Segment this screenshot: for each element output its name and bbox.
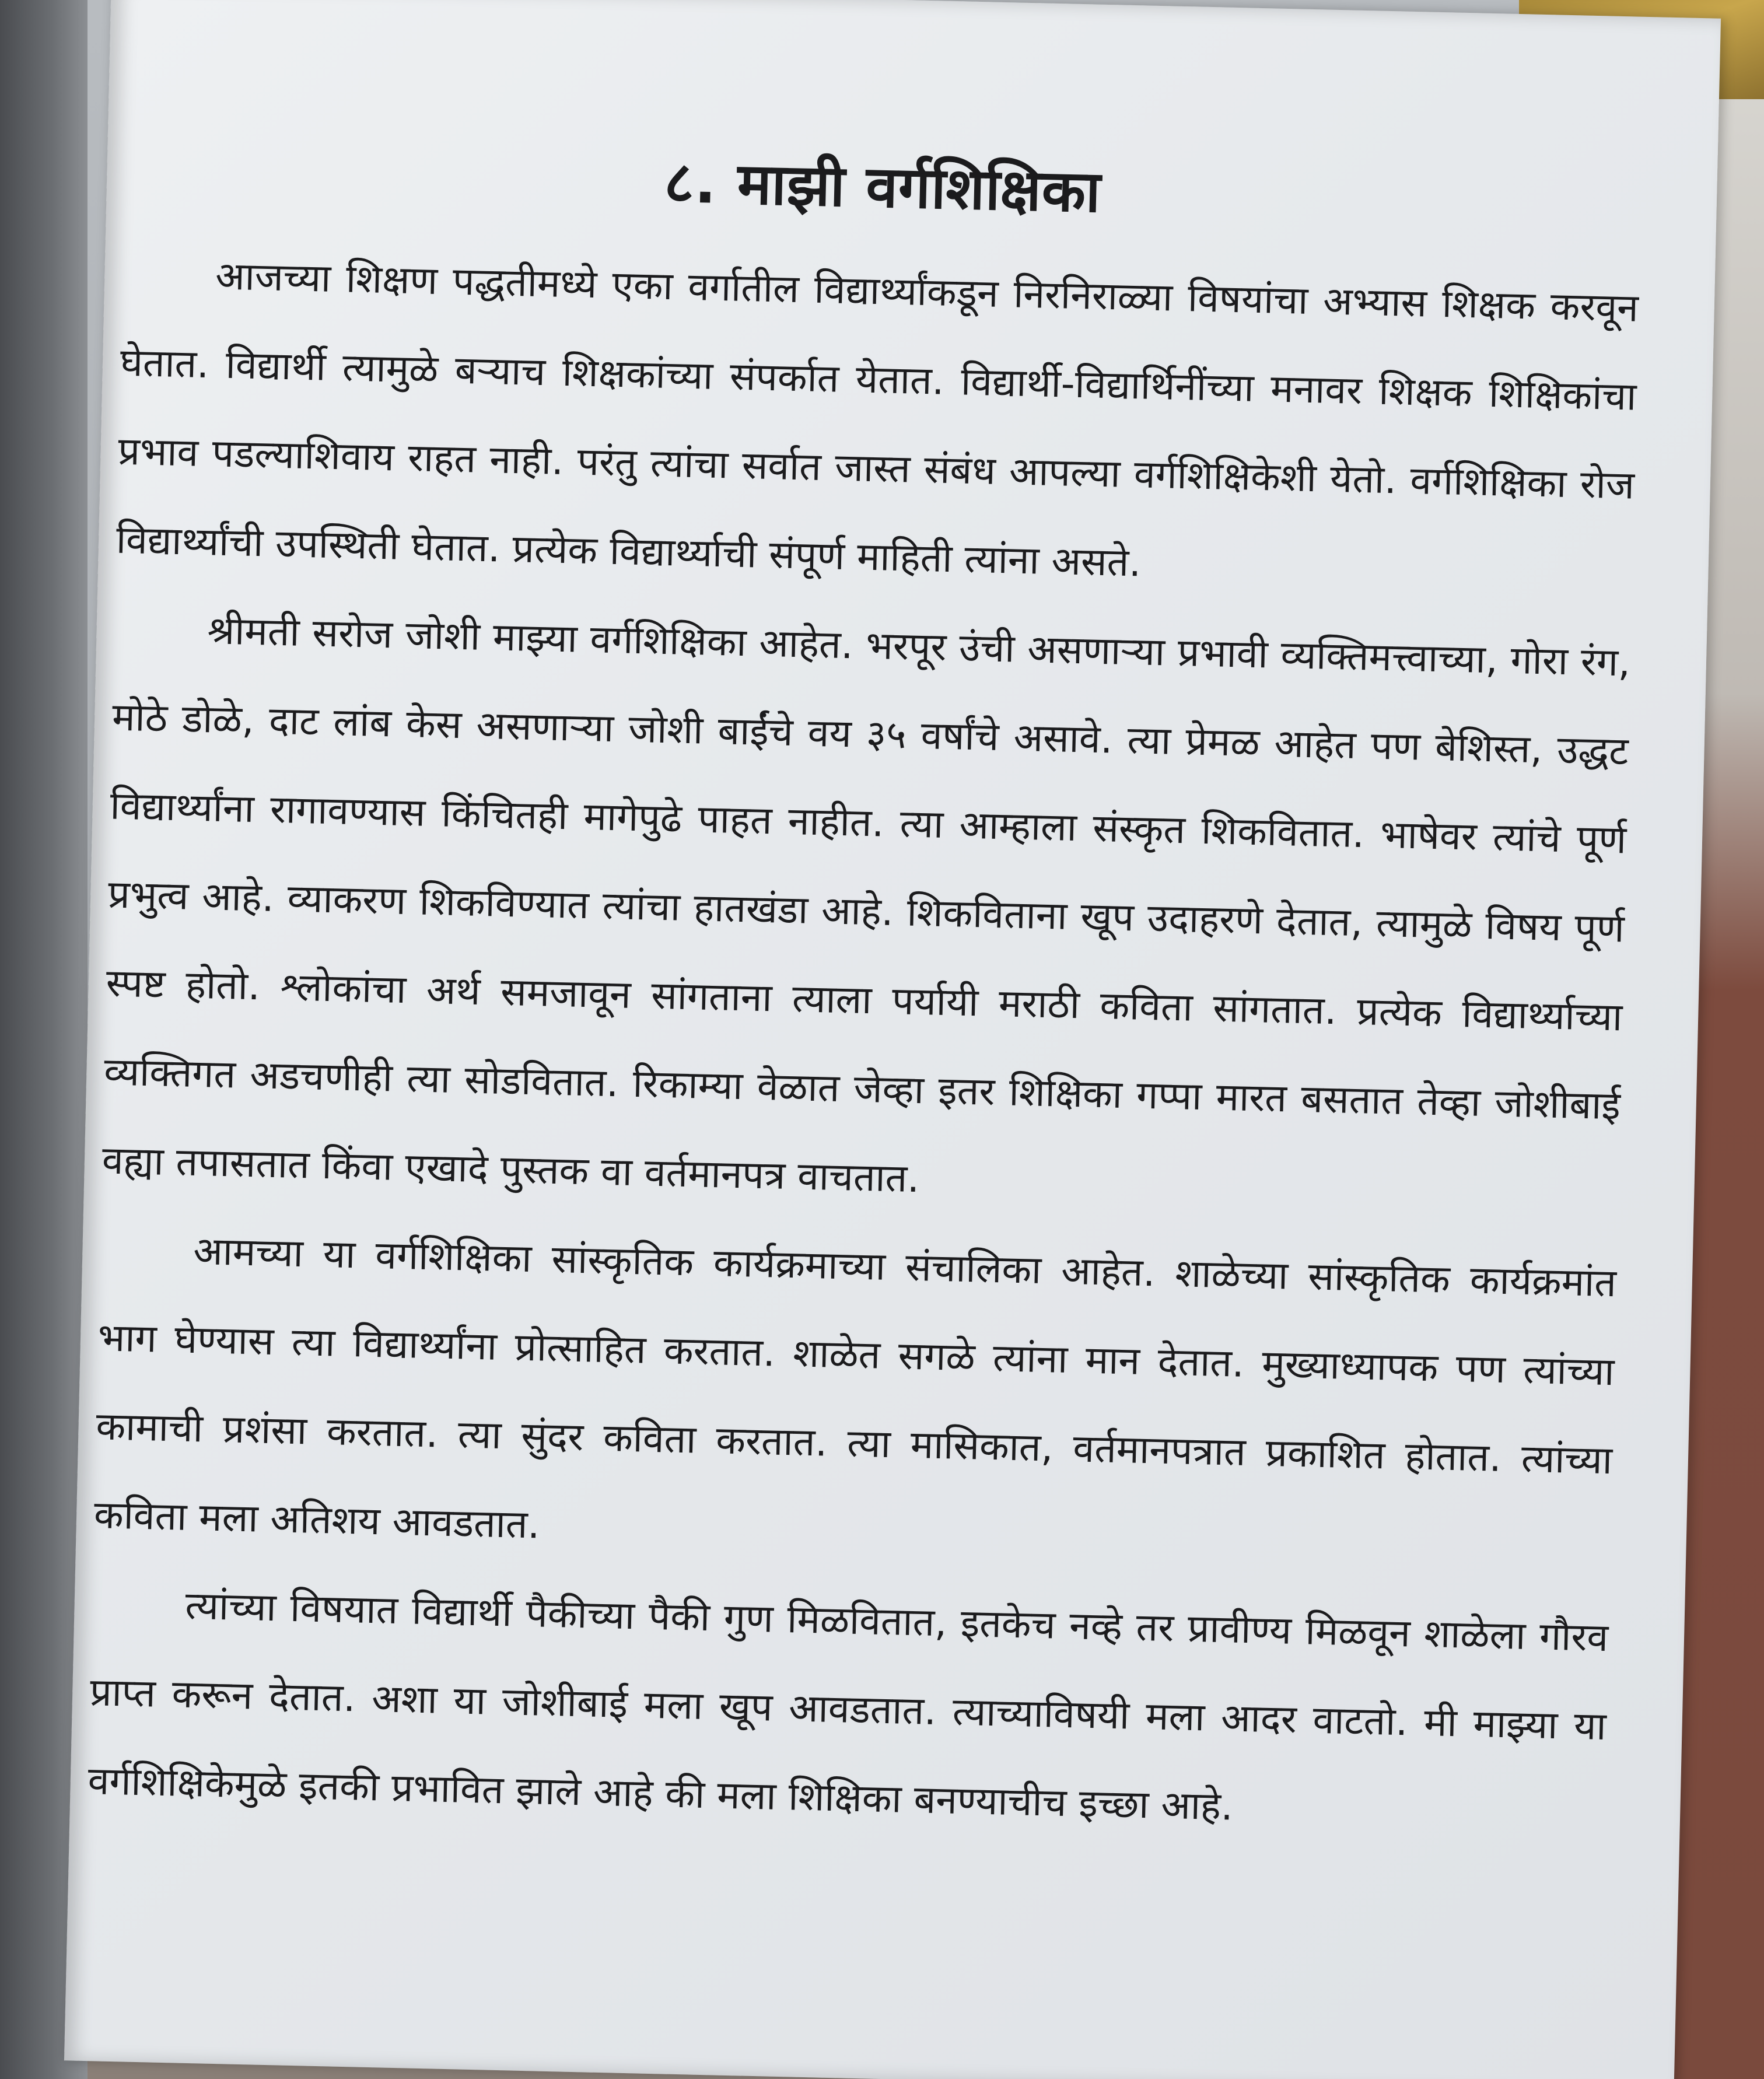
page-content <box>87 128 1642 1860</box>
paragraph-3: आमच्या या वर्गशिक्षिका सांस्कृतिक कार्यक्रमाच्या संचालिका आहेत. शाळेच्या सांस्कृतिक कार्यक्रमांत भाग घेण्यास त्या विद्यार्थ्यांना प्रोत्साहित करतात. शाळेत सगळे त्यांना मान देतात. मुख्याध्यापक पण त्यांच्या कामाची प्रशंसा करतात. त्या सुंदर कविता करतात. त्या मासिकात, वर्तमानपत्रात प्रकाशित होतात. त्यांच्या कविता मला अतिशय आवडतात. <box>93 1228 1617 1548</box>
paragraph-1: आजच्या शिक्षण पद्धतीमध्ये एका वर्गातील विद्यार्थ्यांकडून निरनिराळ्या विषयांचा अभ्यास शिक्षक करवून घेतात. विद्यार्थी त्यामुळे बऱ्याच शिक्षकांच्या संपर्कात येतात. विद्यार्थी-विद्यार्थिनींच्या मनावर शिक्षक शिक्षिकांचा प्रभाव पडल्याशिवाय राहत नाही. परंतु त्यांचा सर्वात जास्त संबंध आपल्या वर्गशिक्षिकेशी येतो. वर्गशिक्षिका रोज विद्यार्थ्यांची उपस्थिती घेतात. प्रत्येक विद्यार्थ्याची संपूर्ण माहिती त्यांना असते. <box>116 253 1639 586</box>
paragraph-2: श्रीमती सरोज जोशी माझ्या वर्गशिक्षिका आहेत. भरपूर उंची असणाऱ्या प्रभावी व्यक्तिमत्त्वाच्या, गोरा रंग, मोठे डोळे, दाट लांब केस असणाऱ्या जोशी बाईंचे वय ३५ वर्षांचे असावे. त्या प्रेमळ आहेत पण बेशिस्त, उद्धट विद्यार्थ्यांना रागावण्यास किंचितही मागेपुढे पाहत नाहीत. त्या आम्हाला संस्कृत शिकवितात. भाषेवर त्यांचे पूर्ण प्रभुत्व आहे. व्याकरण शिकविण्यात त्यांचा हातखंडा आहे. शिकविताना खूप उदाहरणे देतात, त्यामुळे विषय पूर्ण स्पष्ट होतो. श्लोकांचा अर्थ समजावून सांगताना त्याला पर्यायी मराठी कविता सांगतात. प्रत्येक विद्यार्थ्याच्या व्यक्तिगत अडचणीही त्या सोडवितात. रिकाम्या वेळात जेव्हा इतर शिक्षिका गप्पा मारत बसतात तेव्हा जोशीबाई वह्या तपासतात किंवा एखादे पुस्तक वा वर्तमानपत्र वाचतात. <box>102 608 1631 1202</box>
book-page <box>64 0 1721 2079</box>
essay-title: ८. माझी वर्गशिक्षिका <box>663 149 1102 226</box>
paragraph-4: त्यांच्या विषयात विद्यार्थी पैकीच्या पैकी गुण मिळवितात, इतकेच नव्हे तर प्रावीण्य मिळवून शाळेला गौरव प्राप्त करून देतात. अशा या जोशीबाई मला खूप आवडतात. त्याच्याविषयी मला आदर वाटतो. मी माझ्या या वर्गशिक्षिकेमुळे इतकी प्रभावित झाले आहे की मला शिक्षिका बनण्याचीच इच्छा आहे. <box>87 1583 1609 1829</box>
